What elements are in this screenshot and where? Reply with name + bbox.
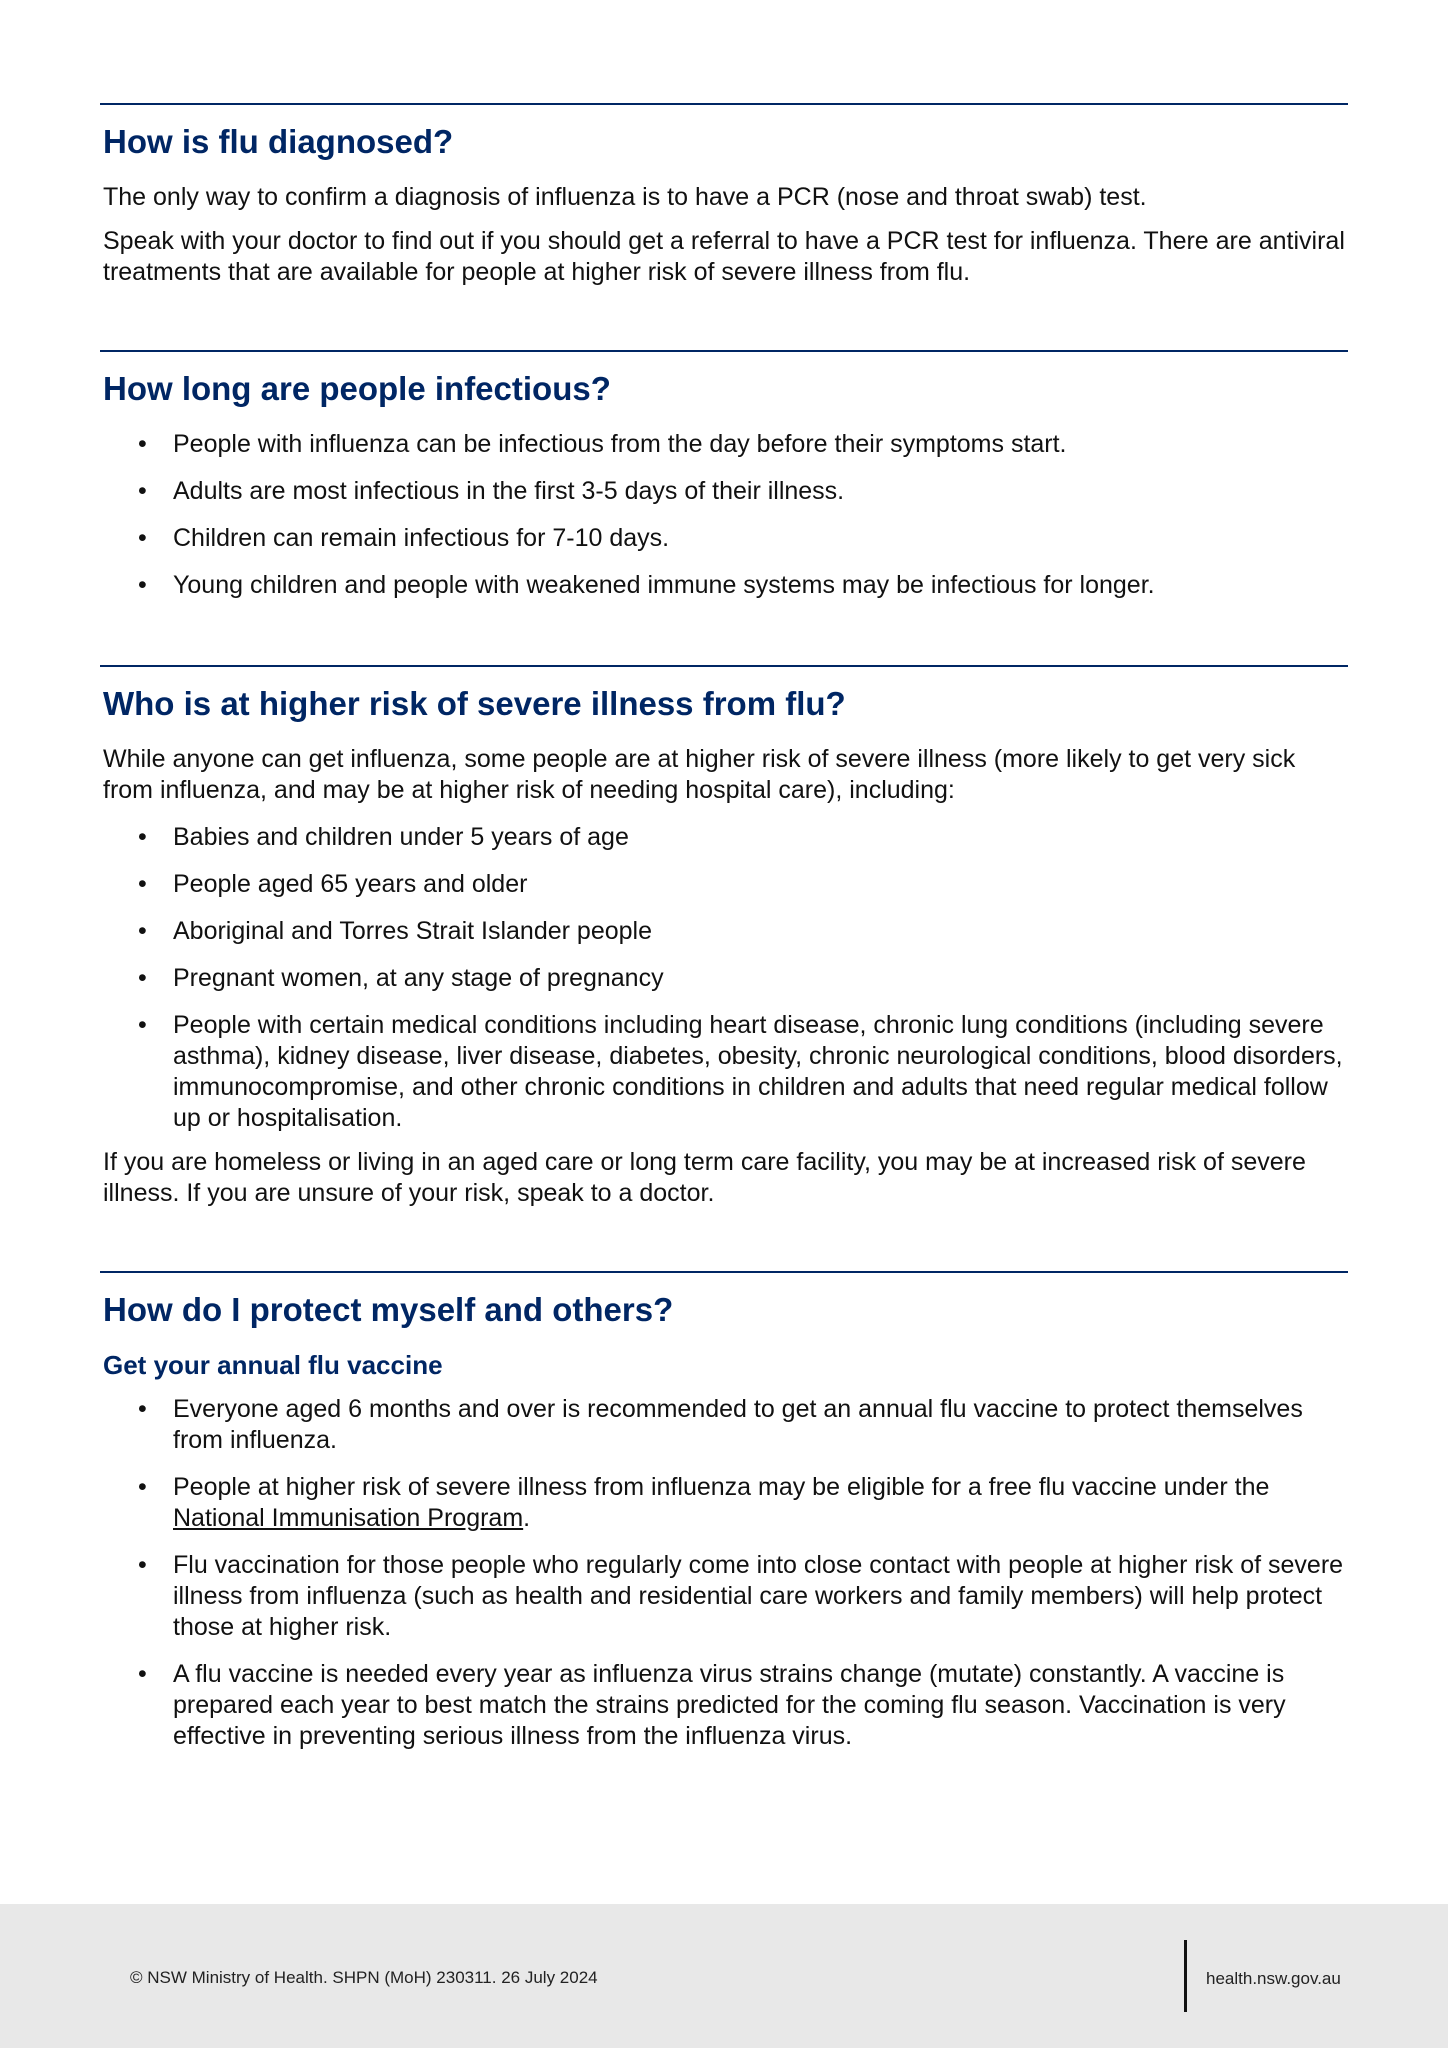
section-higher-risk xyxy=(100,665,1348,1209)
section-flu-diagnosis xyxy=(100,103,1348,288)
list-item: • People with influenza can be infectious from the day before their symptoms start. xyxy=(100,429,1348,460)
list-item-text: People at higher risk of severe illness from influenza may be eligible for a free flu vaccine under the xyxy=(173,1473,1270,1501)
page-footer xyxy=(0,1904,1448,2048)
outro-paragraph: If you are homeless or living in an aged care or long term care facility, you may be at increased risk of severe illness. If you are unsure of your risk, speak to a doctor. xyxy=(103,1148,1306,1207)
bullet-list xyxy=(100,1394,1348,1752)
paragraph: The only way to confirm a diagnosis of influenza is to have a PCR (nose and throat swab) test. xyxy=(103,183,1147,211)
copyright-notice: © NSW Ministry of Health. SHPN (MoH) 230311. 26 July 2024 xyxy=(130,1968,598,1987)
list-item: • Children can remain infectious for 7-10 days. xyxy=(100,523,1348,554)
list-item: • Aboriginal and Torres Strait Islander people xyxy=(100,916,1348,947)
website-address: health.nsw.gov.au xyxy=(1206,1969,1341,1988)
bullet-list xyxy=(100,429,1348,601)
list-item: • Young children and people with weakened immune systems may be infectious for longer. xyxy=(100,570,1348,601)
section-protection xyxy=(100,1271,1348,1752)
section-heading: How is flu diagnosed? xyxy=(103,123,454,160)
list-item: • People aged 65 years and older xyxy=(100,869,1348,900)
list-item: • Pregnant women, at any stage of pregnancy xyxy=(100,963,1348,994)
list-item: • Adults are most infectious in the first 3-5 days of their illness. xyxy=(100,476,1348,507)
list-item-text: . xyxy=(523,1504,531,1532)
section-heading: Who is at higher risk of severe illness from flu? xyxy=(103,685,846,722)
list-item: • Babies and children under 5 years of age xyxy=(100,822,1348,853)
section-heading: How long are people infectious? xyxy=(103,370,611,407)
subheading: Get your annual flu vaccine xyxy=(103,1350,443,1380)
list-item: • People with certain medical conditions including heart disease, chronic lung conditions (including severe asthma), kidney disease, liver disease, diabetes, obesity, chronic neurological conditions, blood disorders, immunocompromise, and other chronic conditions in children and adults that need regular medical follow up or hospitalisation. xyxy=(100,1010,1348,1134)
section-heading: How do I protect myself and others? xyxy=(103,1291,674,1328)
list-item xyxy=(100,1472,1348,1534)
bullet-list xyxy=(100,822,1348,1134)
paragraph: Speak with your doctor to find out if you should get a referral to have a PCR test for influenza. There are antiviral treatments that are available for people at higher risk of severe illness from flu. xyxy=(103,227,1345,286)
footer-divider xyxy=(1184,1940,1187,2012)
intro-paragraph: While anyone can get influenza, some people are at higher risk of severe illness (more likely to get very sick from influenza, and may be at higher risk of needing hospital care), including: xyxy=(103,745,1296,804)
section-infectious-period xyxy=(100,350,1348,601)
list-item: • Everyone aged 6 months and over is recommended to get an annual flu vaccine to protect themselves from influenza. xyxy=(100,1394,1348,1456)
list-item: • Flu vaccination for those people who regularly come into close contact with people at higher risk of severe illness from influenza (such as health and residential care workers and family members) will help protect those at higher risk. xyxy=(100,1550,1348,1643)
national-immunisation-program-link[interactable]: National Immunisation Program xyxy=(173,1504,524,1532)
list-item: • A flu vaccine is needed every year as influenza virus strains change (mutate) constantly. A vaccine is prepared each year to best match the strains predicted for the coming flu season. Vaccination is very effective in preventing serious illness from the influenza virus. xyxy=(100,1659,1348,1752)
